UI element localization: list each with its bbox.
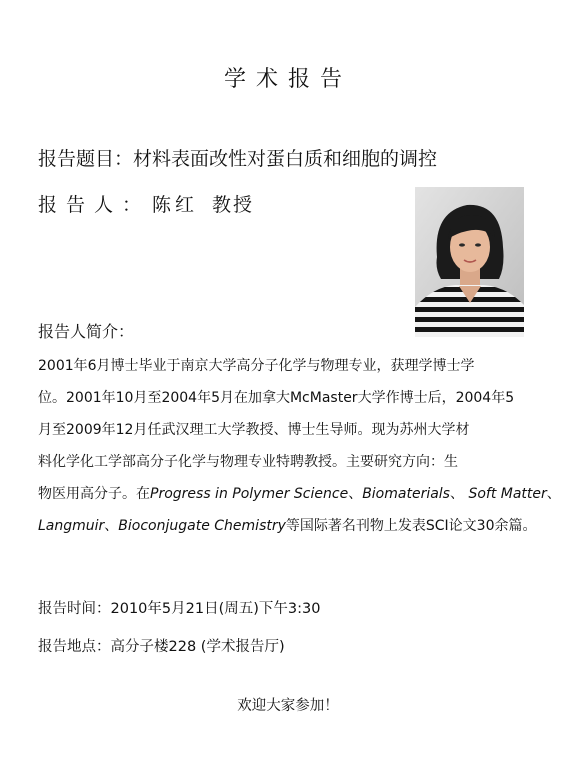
bio-text-segment: 等国际著名刊物上发表SCI论文30余篇。 <box>285 518 537 534</box>
bio-text <box>38 350 561 542</box>
speaker-rank: 教授 <box>212 194 255 216</box>
bio-line: 料化学化工学部高分子化学与物理专业特聘教授。主要研究方向：生 <box>38 454 458 470</box>
report-place <box>38 635 285 656</box>
speaker-photo <box>415 187 524 337</box>
journal-name: Langmuir <box>38 518 105 534</box>
bio-heading: 报告人简介： <box>38 322 135 341</box>
page-title: 学术报告 <box>223 67 352 92</box>
speaker-label: 报告人： <box>38 194 151 216</box>
report-time <box>38 597 320 618</box>
separator: 、 <box>449 486 469 502</box>
time-value: 2010年5月21日(周五)下午3:30 <box>110 601 321 617</box>
time-label: 报告时间： <box>38 601 111 617</box>
topic-text: 材料表面改性对蛋白质和细胞的调控 <box>133 148 438 170</box>
bio-line <box>38 510 538 542</box>
report-topic <box>38 144 437 171</box>
journal-name: Bioconjugate Chemistry <box>118 518 286 534</box>
portrait-image <box>415 187 524 337</box>
place-label: 报告地点： <box>38 639 111 655</box>
journal-name: Progress in Polymer Science <box>150 486 349 502</box>
speaker-line <box>38 190 254 217</box>
bio-line: 月至2009年12月任武汉理工大学教授、博士生导师。现为苏州大学材 <box>38 422 470 438</box>
bio-line <box>38 478 561 510</box>
bio-line: 2001年6月博士毕业于南京大学高分子化学与物理专业，获理学博士学 <box>38 358 475 374</box>
topic-label: 报告题目： <box>38 148 134 170</box>
separator: 、 <box>546 486 561 502</box>
place-value: 高分子楼228 (学术报告厅) <box>110 639 285 655</box>
speaker-name: 陈红 <box>152 194 199 216</box>
separator: 、 <box>104 518 119 534</box>
bio-line: 位。2001年10月至2004年5月在加拿大McMaster大学作博士后，2004年5 <box>38 390 515 406</box>
welcome-message: 欢迎大家参加！ <box>237 698 339 714</box>
journal-name: Biomaterials <box>362 486 450 502</box>
journal-name: Soft Matter <box>468 486 547 502</box>
bio-text-segment: 物医用高分子。在 <box>38 486 150 502</box>
separator: 、 <box>348 486 363 502</box>
